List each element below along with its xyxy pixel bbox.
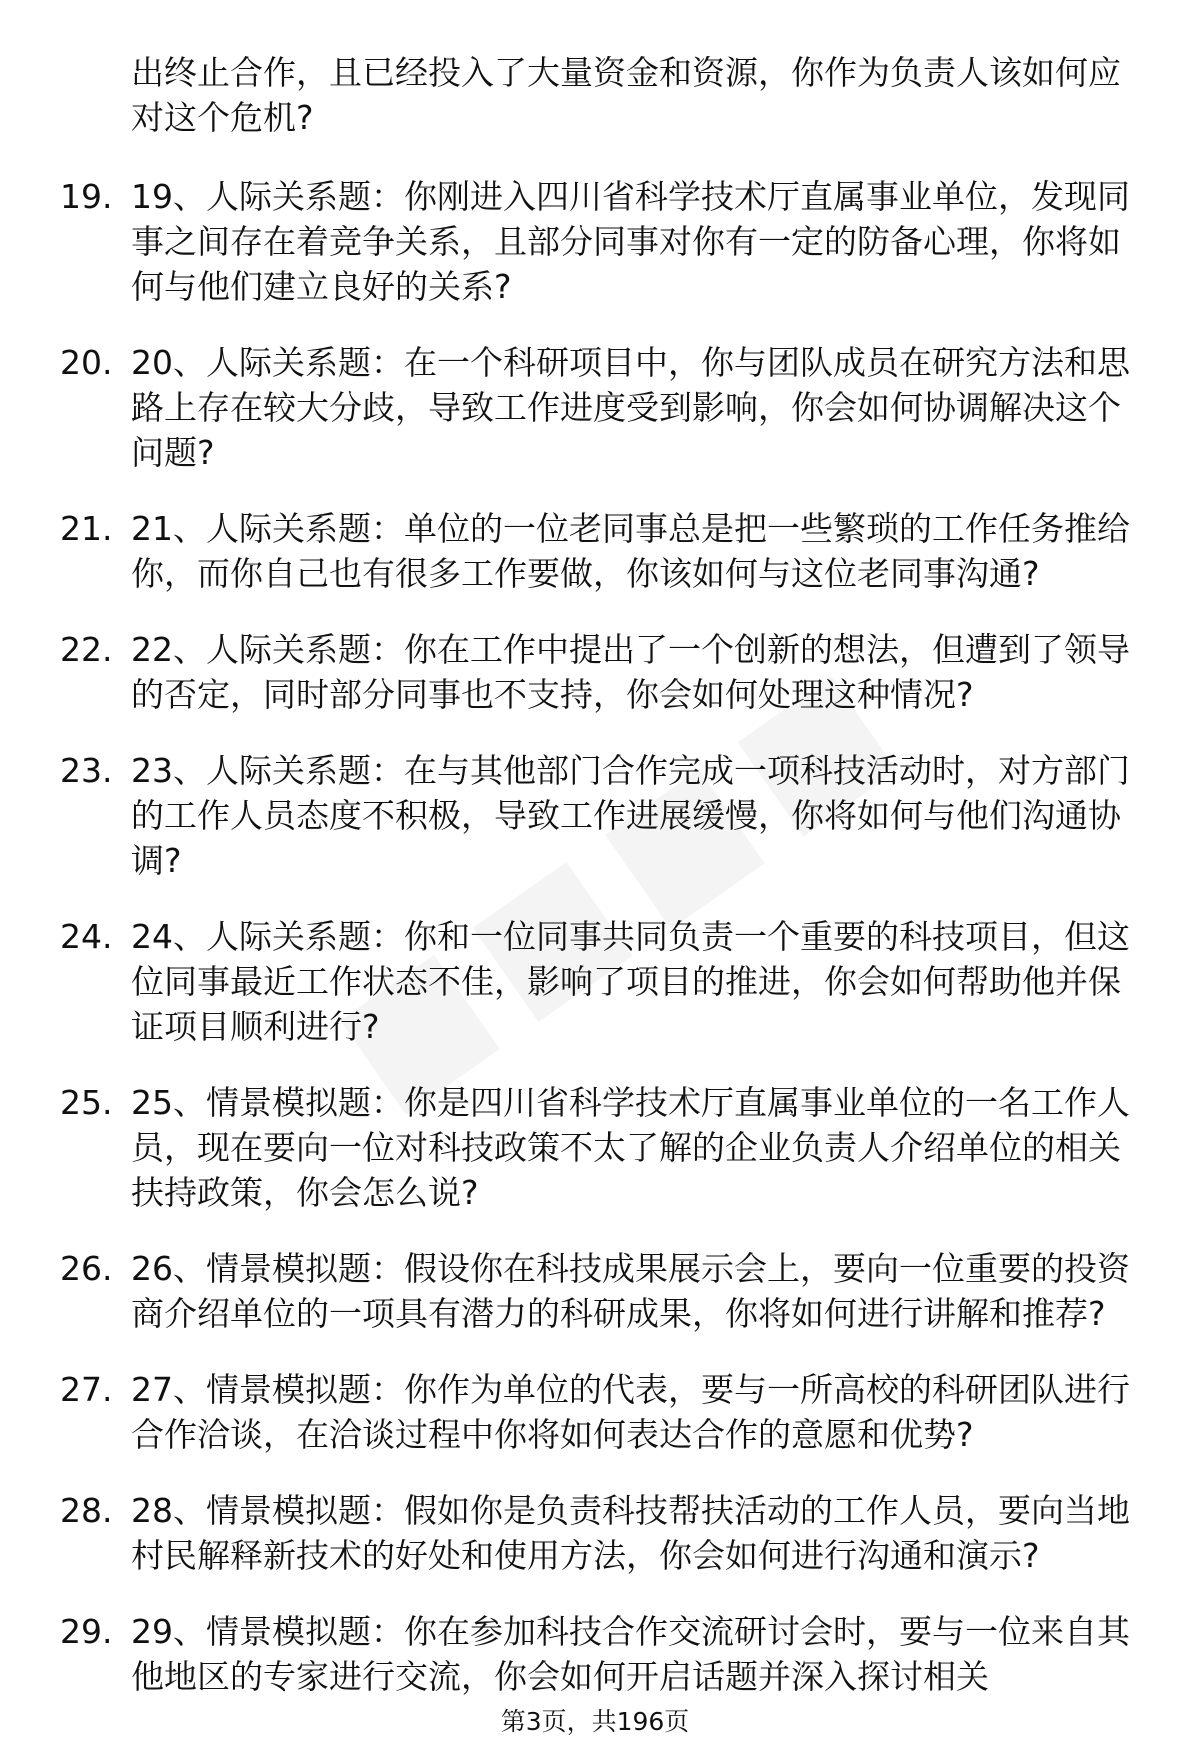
item-number: 23. <box>60 751 113 790</box>
list-item <box>60 174 1150 309</box>
list-item <box>60 1609 1150 1699</box>
list-item <box>60 914 1150 1049</box>
item-text: 24、人际关系题：你和一位同事共同负责一个重要的科技项目，但这位同事最近工作状态不佳，影响了项目的推进，你会如何帮助他并保证项目顺利进行? <box>131 917 1130 1046</box>
item-number: 29. <box>60 1612 113 1651</box>
page-footer: 第3页，共196页 <box>500 1707 690 1736</box>
item-text: 29、情景模拟题：你在参加科技合作交流研讨会时，要与一位来自其他地区的专家进行交流，你会如何开启话题并深入探讨相关 <box>131 1612 1130 1696</box>
item-number: 19. <box>60 177 113 216</box>
item-text: 19、人际关系题：你刚进入四川省科学技术厅直属事业单位，发现同事之间存在着竞争关系，且部分同事对你有一定的防备心理，你将如何与他们建立良好的关系? <box>131 177 1130 306</box>
item-text: 28、情景模拟题：假如你是负责科技帮扶活动的工作人员，要向当地村民解释新技术的好处和使用方法，你会如何进行沟通和演示? <box>131 1491 1130 1575</box>
item-text: 27、情景模拟题：你作为单位的代表，要与一所高校的科研团队进行合作洽谈，在洽谈过程中你将如何表达合作的意愿和优势? <box>131 1370 1130 1454</box>
list-item <box>60 1488 1150 1578</box>
list-item <box>60 1246 1150 1336</box>
list-item <box>60 1367 1150 1457</box>
item-text: 26、情景模拟题：假设你在科技成果展示会上，要向一位重要的投资商介绍单位的一项具有潜力的科研成果，你将如何进行讲解和推荐? <box>131 1249 1130 1333</box>
list-item <box>60 1080 1150 1215</box>
item-text: 20、人际关系题：在一个科研项目中，你与团队成员在研究方法和思路上存在较大分歧，导致工作进度受到影响，你会如何协调解决这个问题? <box>131 343 1130 472</box>
question-list <box>60 50 1150 1730</box>
list-item <box>60 340 1150 475</box>
item-number: 21. <box>60 509 113 548</box>
continued-question-text: 出终止合作，且已经投入了大量资金和资源，你作为负责人该如何应对这个危机? <box>131 53 1121 137</box>
item-number: 27. <box>60 1370 113 1409</box>
item-number: 25. <box>60 1083 113 1122</box>
item-number: 22. <box>60 630 113 669</box>
item-number: 20. <box>60 343 113 382</box>
list-item <box>60 627 1150 717</box>
item-text: 25、情景模拟题：你是四川省科学技术厅直属事业单位的一名工作人员，现在要向一位对科技政策不太了解的企业负责人介绍单位的相关扶持政策，你会怎么说? <box>131 1083 1130 1212</box>
list-item <box>60 506 1150 596</box>
item-text: 23、人际关系题：在与其他部门合作完成一项科技活动时，对方部门的工作人员态度不积极，导致工作进展缓慢，你将如何与他们沟通协调? <box>131 751 1130 880</box>
item-number: 24. <box>60 917 113 956</box>
list-item <box>60 748 1150 883</box>
item-number: 26. <box>60 1249 113 1288</box>
item-number: 28. <box>60 1491 113 1530</box>
item-text: 21、人际关系题：单位的一位老同事总是把一些繁琐的工作任务推给你，而你自己也有很多工作要做，你该如何与这位老同事沟通? <box>131 509 1130 593</box>
item-text: 22、人际关系题：你在工作中提出了一个创新的想法，但遭到了领导的否定，同时部分同事也不支持，你会如何处理这种情况? <box>131 630 1130 714</box>
